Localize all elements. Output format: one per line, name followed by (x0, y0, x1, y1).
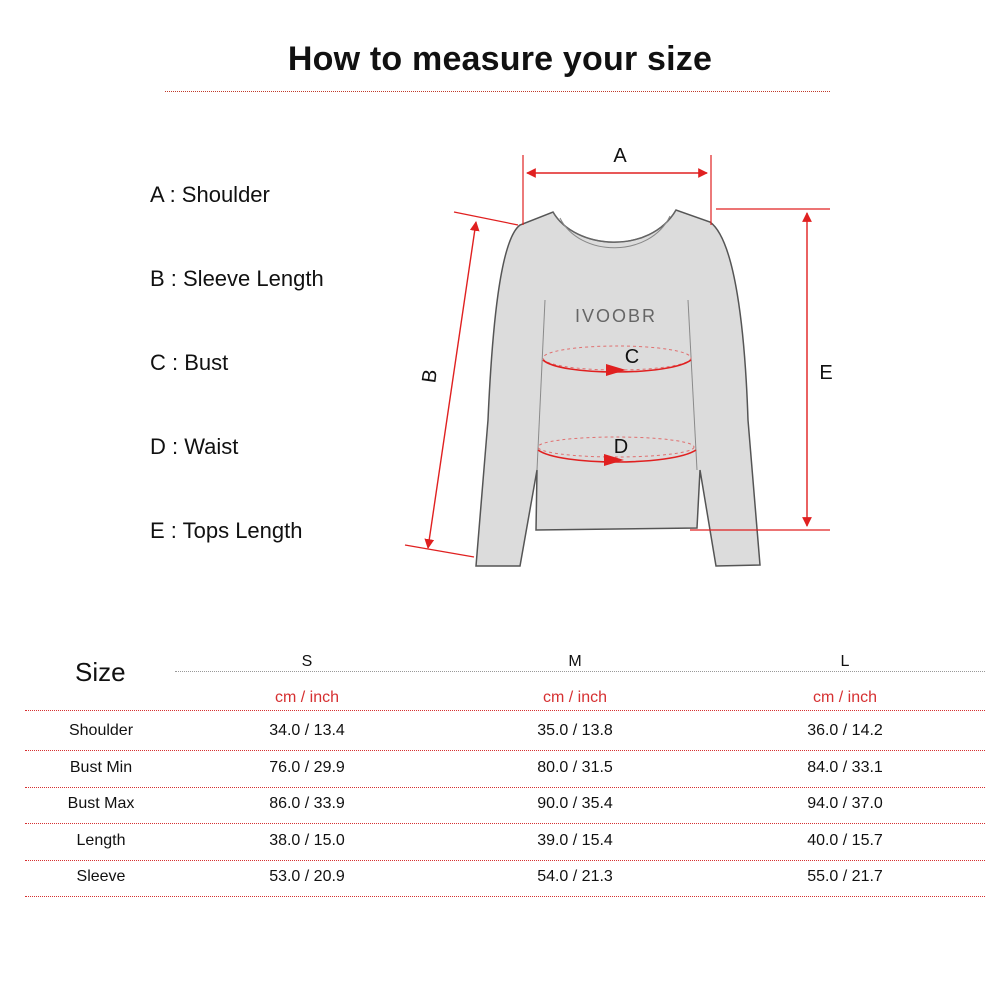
table-cell: 36.0 / 14.2 (807, 722, 883, 739)
table-cell: 80.0 / 31.5 (537, 759, 613, 776)
table-row (25, 861, 985, 897)
table-row (25, 788, 985, 824)
marker-c: C (624, 346, 640, 368)
table-cell: 54.0 / 21.3 (537, 868, 613, 885)
legend-item-sleeve-length: B : Sleeve Length (150, 266, 324, 291)
table-cell: 53.0 / 20.9 (269, 868, 345, 885)
table-cell: 94.0 / 37.0 (807, 795, 883, 812)
column-header-m: M (568, 653, 582, 670)
page-title: How to measure your size (287, 40, 713, 78)
legend-item-bust: C : Bust (150, 350, 229, 375)
row-label: Bust Min (69, 759, 133, 776)
column-header-l: L (840, 653, 850, 670)
legend-item-tops-length: E : Tops Length (150, 518, 303, 543)
sweater-shape (476, 210, 760, 566)
row-label: Bust Max (67, 795, 135, 812)
row-label: Shoulder (68, 722, 134, 739)
header-divider (175, 671, 985, 672)
table-cell: 34.0 / 13.4 (269, 722, 345, 739)
table-cell: 90.0 / 35.4 (537, 795, 613, 812)
table-row (25, 752, 985, 788)
table-cell: 39.0 / 15.4 (537, 832, 613, 849)
unit-label-s: cm / inch (274, 689, 339, 706)
table-cell: 40.0 / 15.7 (807, 832, 883, 849)
marker-b: B (418, 368, 442, 385)
row-label: Length (76, 832, 126, 849)
table-cell: 35.0 / 13.8 (537, 722, 613, 739)
unit-label-l: cm / inch (812, 689, 877, 706)
table-cell: 84.0 / 33.1 (807, 759, 883, 776)
table-cell: 86.0 / 33.9 (269, 795, 345, 812)
marker-e: E (819, 362, 833, 384)
unit-row-divider (25, 675, 985, 711)
legend-item-waist: D : Waist (150, 434, 239, 459)
row-label: Sleeve (76, 868, 126, 885)
table-cell: 55.0 / 21.7 (807, 868, 883, 885)
table-row (25, 715, 985, 751)
table-cell: 38.0 / 15.0 (269, 832, 345, 849)
marker-d: D (613, 436, 629, 458)
column-header-s: S (301, 653, 313, 670)
sleeve-measure-line (428, 222, 476, 548)
table-cell: 76.0 / 29.9 (269, 759, 345, 776)
brand-logo: IVOOBR (574, 306, 658, 326)
unit-label-m: cm / inch (542, 689, 607, 706)
size-heading: Size (75, 657, 126, 687)
table-row (25, 825, 985, 861)
marker-a: A (613, 145, 627, 167)
legend-item-shoulder: A : Shoulder (150, 182, 270, 207)
